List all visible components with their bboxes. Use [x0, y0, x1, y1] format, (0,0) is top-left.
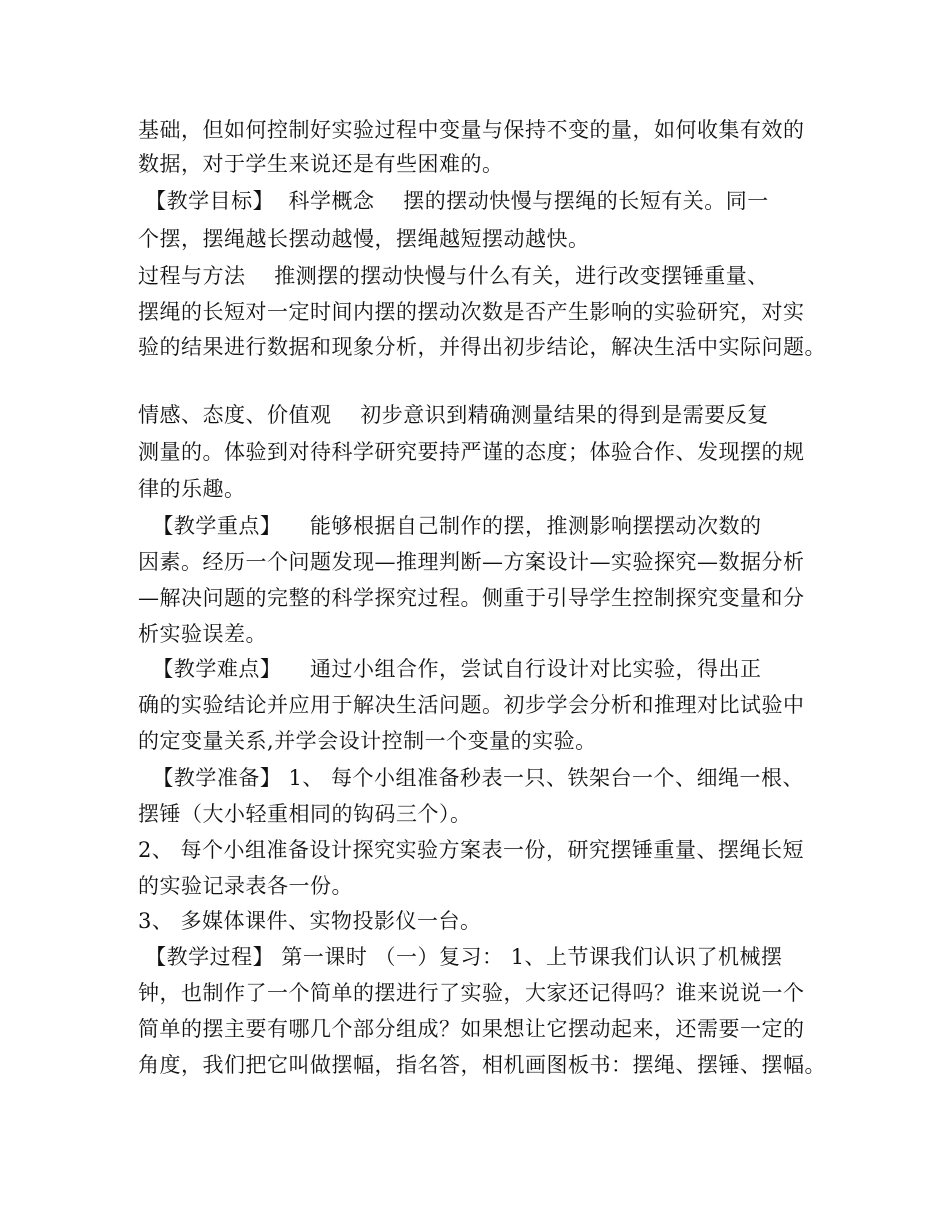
text-line: 测量的。体验到对待科学研究要持严谨的态度；体验合作、发现摆的规: [138, 440, 805, 464]
text-line: 数据，对于学生来说还是有些困难的。: [138, 152, 504, 176]
text-line: 因素。经历一个问题发现—推理判断—方案设计—实验探究—数据分析: [138, 550, 805, 574]
text-line: 2、 每个小组准备设计探究实验方案表一份，研究摆锤重量、摆绳长短: [138, 838, 805, 862]
text-line: 简单的摆主要有哪几个部分组成？如果想让它摆动起来，还需要一定的: [138, 1017, 805, 1041]
text-line: 【教学难点】 通过小组合作，尝试自行设计对比实验，得出正: [138, 657, 762, 681]
text-line: 3、 多媒体课件、实物投影仪一台。: [138, 909, 482, 933]
text-line: 【教学过程】 第一课时 （一）复习： 1、上节课我们认识了机械摆: [138, 945, 783, 969]
text-line: 摆锤（大小轻重相同的钩码三个）。: [138, 802, 472, 826]
text-line: 个摆，摆绳越长摆动越慢，摆绳越短摆动越快。: [138, 227, 590, 251]
text-line: 钟，也制作了一个简单的摆进行了实验，大家还记得吗？谁来说说一个: [138, 981, 805, 1005]
text-line: 确的实验结论并应用于解决生活问题。初步学会分析和推理对比试验中: [138, 693, 805, 717]
text-line: 【教学重点】 能够根据自己制作的摆，推测影响摆摆动次数的: [138, 514, 762, 538]
text-line: 【教学准备】 1、 每个小组准备秒表一只、铁架台一个、细绳一根、: [138, 766, 805, 790]
text-line: 摆绳的长短对一定时间内摆的摆动次数是否产生影响的实验研究，对实: [138, 300, 805, 324]
text-line: 律的乐趣。: [138, 477, 246, 501]
text-line: 验的结果进行数据和现象分析，并得出初步结论，解决生活中实际问题。: [138, 335, 826, 359]
text-line: 的实验记录表各一份。: [138, 874, 353, 898]
text-line: 析实验误差。: [138, 622, 267, 646]
text-line: 角度，我们把它叫做摆幅，指名答，相机画图板书：摆绳、摆锤、摆幅。: [138, 1053, 826, 1077]
text-line: 过程与方法 推测摆的摆动快慢与什么有关，进行改变摆锤重量、: [138, 264, 769, 288]
text-line: 的定变量关系,并学会设计控制一个变量的实验。: [138, 729, 597, 753]
text-line: 基础，但如何控制好实验过程中变量与保持不变的量，如何收集有效的: [138, 118, 805, 142]
text-line: 【教学目标】 科学概念 摆的摆动快慢与摆绳的长短有关。同一: [138, 189, 769, 213]
text-line: —解决问题的完整的科学探究过程。侧重于引导学生控制探究变量和分: [138, 586, 805, 610]
text-line: 情感、态度、价值观 初步意识到精确测量结果的得到是需要反复: [138, 403, 769, 427]
